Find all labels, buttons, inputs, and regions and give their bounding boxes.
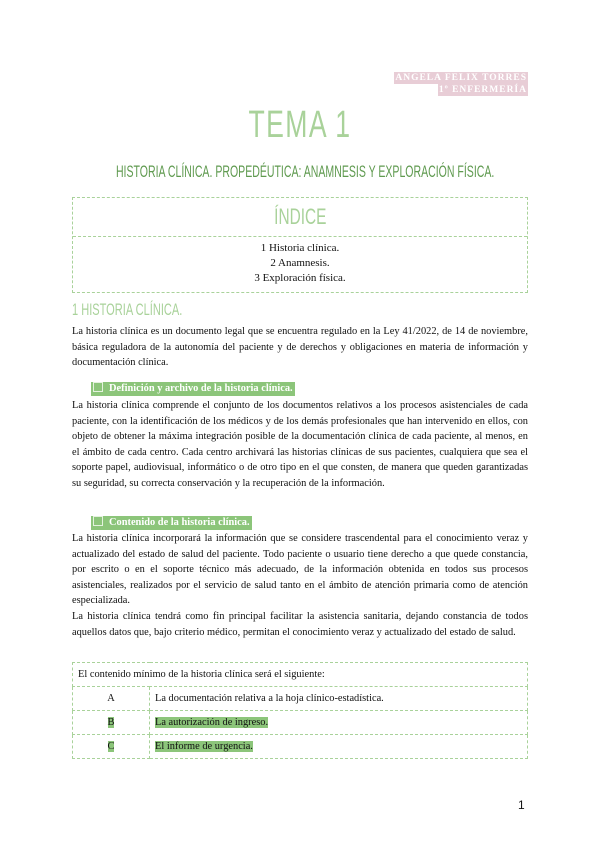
row-text: La autorización de ingreso. — [155, 717, 269, 728]
checkbox-icon — [93, 382, 103, 392]
author-name: ANGELA FELIX TORRES — [395, 73, 527, 83]
page-subtitle — [0, 162, 600, 182]
subheading-text: Contenido de la historia clínica. — [109, 517, 250, 528]
definicion-paragraph: La historia clínica comprende el conjunto de los documentos relativos a los procesos asistenciales de cada paciente, con la identificación de los médicos y de los demás profesionales que han intervenido en ellos, con objeto de obtener la máxima integración posible de la documentación clínica de cada paciente, al menos, en el ámbito de cada centro. Cada centro archivará las historias clínicas de sus pacientes, cualquiera que sea el soporte papel, audiovisual, informático o de otro tipo en el que consten, de manera que queden garantizadas su seguridad, su correcta conservación y la recuperación de la información. — [72, 400, 528, 489]
subtitle-text: HISTORIA CLÍNICA. PROPEDÉUTICA: ANAMNESIS Y EXPLORACIÓN FÍSICA. — [115, 162, 495, 181]
table-caption-row — [73, 663, 528, 687]
author-tag — [394, 72, 528, 96]
index-item[interactable]: 1 Historia clínica. — [260, 242, 340, 254]
subheading-contenido — [91, 516, 252, 530]
contenido-table — [72, 662, 528, 759]
subheading-definicion — [91, 382, 295, 396]
section-heading: 1 HISTORIA CLÍNICA. — [72, 300, 183, 319]
row-letter: C — [107, 741, 115, 752]
table-caption: El contenido mínimo de la historia clínica será el siguiente: — [73, 663, 528, 687]
table-row — [73, 711, 528, 735]
page-number: 1 — [518, 798, 525, 812]
index-box — [72, 197, 528, 293]
row-text: El informe de urgencia. — [155, 741, 253, 752]
row-letter: B — [107, 717, 115, 728]
row-letter: A — [107, 693, 115, 704]
table-row — [73, 735, 528, 759]
intro-paragraph: La historia clínica es un documento legal que se encuentra regulado en la Ley 41/2022, de 14 de noviembre, básica reguladora de la autonomía del paciente y de derechos y obligaciones en materia de información y documentación clínica. — [72, 326, 528, 368]
subheading-text: Definición y archivo de la historia clínica. — [109, 383, 293, 394]
row-text: La documentación relativa a la hoja clínico-estadística. — [155, 693, 384, 704]
checkbox-icon — [93, 516, 103, 526]
index-heading-text: ÍNDICE — [273, 204, 327, 229]
index-item[interactable]: 2 Anamnesis. — [270, 257, 330, 269]
page-title: TEMA 1 — [248, 104, 352, 146]
table-row — [73, 687, 528, 711]
contenido-paragraph-2: La historia clínica tendrá como fin principal facilitar la asistencia sanitaria, dejando constancia de todos aquellos datos que, bajo criterio médico, permitan el conocimiento veraz y actualizado del estado de salud. — [72, 611, 528, 638]
author-course: 1º ENFERMERÍA — [438, 85, 527, 95]
index-heading — [73, 198, 527, 237]
contenido-paragraph-1: La historia clínica incorporará la información que se considere trascendental para el conocimiento veraz y actualizado del estado de salud del paciente. Todo paciente o usuario tiene derecho a que quede constancia, por escrito o en el soporte técnico más adecuado, de la información obtenida en todos sus procesos asistenciales, realizados por el servicio de salud tanto en el ámbito de atención primaria como de atención especializada. — [72, 533, 528, 606]
index-item[interactable]: 3 Exploración física. — [254, 272, 346, 284]
